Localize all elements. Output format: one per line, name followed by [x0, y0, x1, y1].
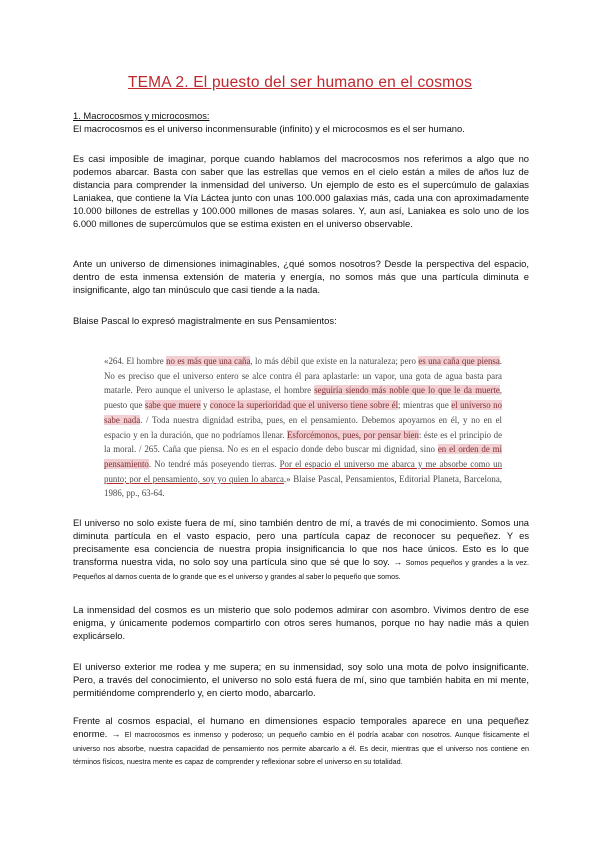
paragraph-pascal-intro: Blaise Pascal lo expresó magistralmente en sus Pensamientos: — [73, 315, 337, 326]
quote-highlight: no es más que una caña — [166, 356, 251, 366]
quote-highlight: Esforcémonos, pues, por pensar bien — [286, 429, 419, 440]
quote-text: ; mientras que — [398, 400, 452, 411]
section-1 — [73, 109, 529, 135]
quote-underline: Por el espacio el universo me abarca y me absorbe como un punto; por el pensamiento, soy yo quien lo abarca — [104, 458, 503, 484]
quote-highlight: conoce la superioridad que el universo tiene sobre él — [209, 400, 399, 411]
handwritten-note: Somos pequeños y grandes a la vez. Pequeños al darnos cuenta de lo grande que es el universo y grandes al saber lo pequeño que somos. — [73, 558, 529, 582]
definition-text: El macrocosmos es el universo inconmensurable (infinito) y el microcosmos es el ser humano. — [73, 123, 465, 135]
paragraph-text: El universo no solo existe fuera de mí, sino también dentro de mí, a través de mi conocimiento. Somos una diminuta partícula en el vasto espacio, pero una partícula capaz de reconocer su pequeñez. Y es precisamente esa conciencia de nuestra propia insignificancia lo que nos hace únicos. Esto es lo que transforma nuestra vida, no solo soy una partícula sino que sé que lo soy. — [73, 517, 529, 568]
paragraph-pequenez — [73, 714, 529, 767]
arrow-icon: → — [393, 557, 403, 568]
page-title: TEMA 2. El puesto del ser humano en el cosmos — [127, 74, 473, 91]
quote-text: . No tendré más poseyendo tierras. — [148, 458, 280, 469]
quote-text: «264. El hombre — [104, 356, 167, 366]
quote-text: : éste es el principio de la moral. / 265. Caña que piensa. No es en el espacio donde debo buscar mi dignidad, sino — [104, 429, 503, 455]
paragraph-universo-exterior: El universo exterior me rodea y me supera; en su inmensidad, soy solo una mota de polvo insignificante. Pero, a través del conocimiento, el universo no solo está fuera de mí, sino que también habita en mi mente, permitiéndome comprenderlo y, en cierto modo, abarcarlo. — [73, 661, 529, 699]
handwritten-note: El macrocosmos es inmenso y poderoso; un pequeño cambio en él podría acabar con nosotros. Aunque físicamente el universo nos absorbe, nuestra capacidad de pensamiento nos permite abarcarlo a él. Es decir, mientras que el universo nos contiene en términos físicos, nuestra mente es capaz de comprender y reflexionar sobre el universo en su totalidad. — [73, 730, 529, 767]
quote-highlight: es una caña que piensa — [418, 356, 500, 366]
quote-highlight: seguiría siendo más noble que lo que le da muerte — [314, 385, 500, 396]
quote-text: . / Toda nuestra dignidad estriba, pues, en el pensamiento. Debemos apoyarnos en él, y no en el espacio y en la duración, que no podríamos llenar. — [104, 414, 502, 440]
quote-highlight: en el orden de mi pensamiento — [104, 444, 502, 469]
paragraph-conocimiento — [73, 516, 529, 582]
quote-text: , puesto que — [104, 385, 502, 411]
quote-text: , lo más débil que existe en la naturaleza; pero — [250, 356, 419, 366]
arrow-icon: → — [111, 729, 121, 740]
paragraph-dimensiones: Ante un universo de dimensiones inimaginables, ¿qué somos nosotros? Desde la perspectiva del espacio, dentro de esta inmensa extensión de materia y energía, no somos más que una partícula diminuta e insignificante, algo tan minúsculo que casi tiende a la nada. — [73, 258, 529, 296]
paragraph-text: Frente al cosmos espacial, el humano en dimensiones espacio temporales aparece en una pequeñez enorme. — [73, 715, 529, 740]
quote-highlight: sabe que muere — [144, 400, 201, 411]
paragraph-macrocosmos: Es casi imposible de imaginar, porque cuando hablamos del macrocosmos nos referimos a algo que no podemos abarcar. Basta con saber que las estrellas que vemos en el cielo están a miles de años luz de distancia para comprender la inmensidad del universo. Un ejemplo de esto es el supercúmulo de galaxias Laniakea, que contiene la Vía Láctea junto con unas 100.000 galaxias más, cada una con aproximadamente 10.000 billones de estrellas y 100.000 millones de masas solares. Y, aun así, Laniakea es solo uno de los 6.000 millones de supercúmulos que se estima existen en el universo observable. — [73, 153, 529, 230]
quote-text: . No es preciso que el universo entero se alce contra él para aplastarle: un vapor, una gota de agua basta para matarle. Pero aunque el universo le aplastase, el hombre — [104, 356, 502, 396]
section-heading: 1. Macrocosmos y microcosmos: — [73, 110, 210, 121]
paragraph-misterio: La inmensidad del cosmos es un misterio que solo podemos admirar con asombro. Vivimos dentro de ese enigma, y únicamente podemos compartirlo con otros seres humanos, porque no hay nadie más a quien explicárselo. — [73, 604, 529, 642]
quote-text: y — [200, 400, 210, 411]
quote-citation: .» Blaise Pascal, Pensamientos, Editorial Planeta, Barcelona, 1986, pp., 63-64. — [104, 473, 502, 499]
quote-highlight: el universo no sabe nada — [104, 400, 502, 425]
pascal-quote — [104, 354, 502, 501]
